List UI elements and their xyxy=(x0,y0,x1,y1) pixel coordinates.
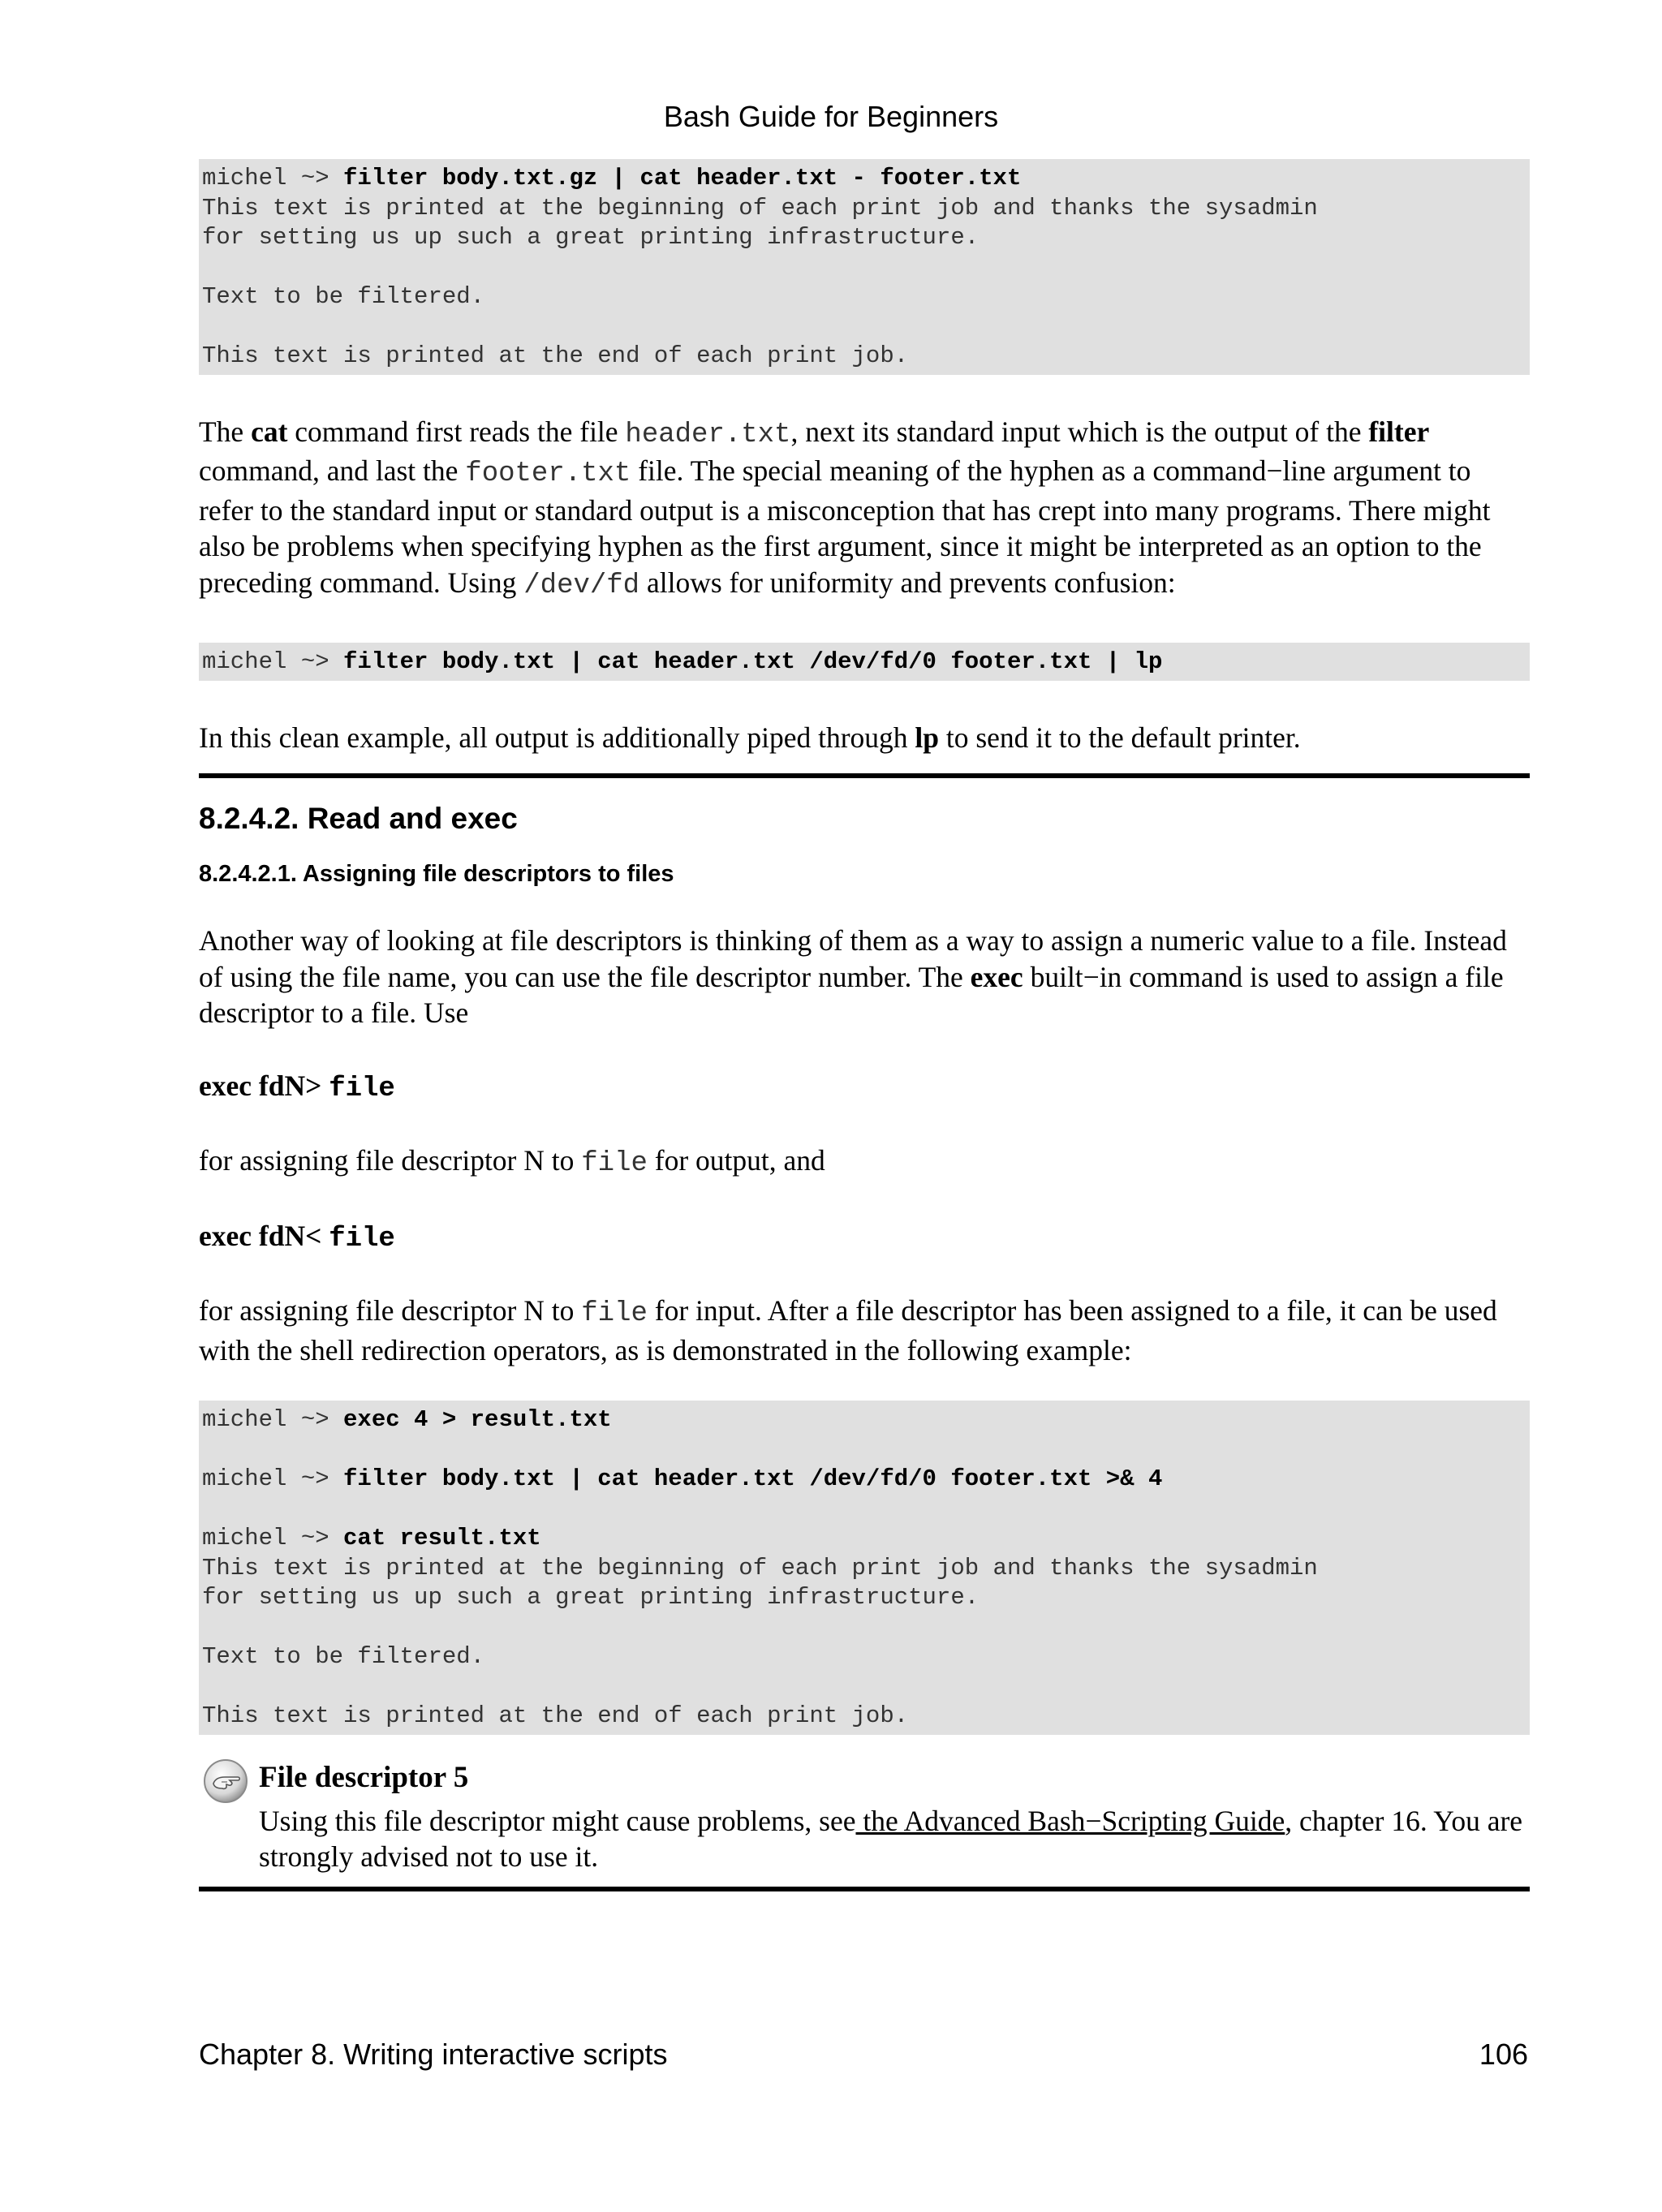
literal-file: file xyxy=(581,1298,648,1329)
note-body: Using this file descriptor might cause problems, see the Advanced Bash−Scripting Guide, chapter 16. You are strongly advised not to use it. xyxy=(259,1804,1523,1873)
literal-file: file xyxy=(581,1147,648,1179)
filename-header: header.txt xyxy=(625,419,791,450)
shell-prompt: michel ~> xyxy=(202,1525,344,1551)
shell-prompt: michel ~> xyxy=(202,1465,344,1492)
footer-chapter: Chapter 8. Writing interactive scripts xyxy=(199,2038,668,2071)
synopsis-exec-output: exec fdN> file xyxy=(199,1069,395,1104)
section-divider xyxy=(199,773,1530,778)
shell-prompt: michel ~> xyxy=(202,165,344,192)
output-line: Text to be filtered. xyxy=(202,1643,485,1670)
output-line: Text to be filtered. xyxy=(202,283,485,310)
output-line: for setting us up such a great printing infrastructure. xyxy=(202,224,980,251)
output-line: This text is printed at the end of each print job. xyxy=(202,1702,909,1729)
note-callout xyxy=(199,1758,1530,1875)
pointing-hand-icon xyxy=(202,1758,249,1805)
filename-devfd: /dev/fd xyxy=(523,570,640,601)
shell-prompt: michel ~> xyxy=(202,1406,344,1433)
command-name-lp: lp xyxy=(915,721,939,754)
output-line: This text is printed at the beginning of each print job and thanks the sysadmin xyxy=(202,194,1318,222)
paragraph-exec-intro: Another way of looking at file descriptors is thinking of them as a way to assign a numeric value to a file. Instead of using the file name, you can use the file descriptor number. The exec built−in command is used to assign a file descriptor to a file. Use xyxy=(199,924,1507,1029)
paragraph-output-assign: for assigning file descriptor N to file for output, and xyxy=(199,1143,825,1179)
shell-command: exec 4 > result.txt xyxy=(343,1406,612,1433)
advanced-bash-guide-link[interactable]: the Advanced Bash−Scripting Guide xyxy=(855,1804,1285,1837)
output-line: This text is printed at the end of each print job. xyxy=(202,342,909,369)
paragraph-cat-explanation: The cat command first reads the file header.txt, next its standard input which is the output of the filter command, and last the footer.txt file. The special meaning of the hyphen as a command−line argument to refer to the standard input or standard output is a misconception that has crept into many programs. There might also be problems when specifying hyphen as the first argument, since it might be interpreted as an option to the preceding command. Using /dev/fd allows for uniformity and prevents confusion: xyxy=(199,415,1491,601)
paragraph-lp: In this clean example, all output is additionally piped through lp to send it to the default printer. xyxy=(199,721,1301,754)
section-heading: 8.2.4.2. Read and exec xyxy=(199,802,518,835)
page-content xyxy=(199,159,1530,1891)
shell-command: filter body.txt | cat header.txt /dev/fd/0 footer.txt >& 4 xyxy=(343,1465,1163,1492)
command-name-filter: filter xyxy=(1368,415,1430,448)
shell-command: filter body.txt.gz | cat header.txt - footer.txt xyxy=(343,165,1022,192)
shell-command: filter body.txt | cat header.txt /dev/fd/0 footer.txt | lp xyxy=(343,648,1163,675)
code-block-devfd xyxy=(199,643,1530,681)
command-name-exec: exec xyxy=(970,960,1023,993)
filename-footer: footer.txt xyxy=(465,458,631,489)
output-line: for setting us up such a great printing infrastructure. xyxy=(202,1584,980,1611)
paragraph-input-assign: for assigning file descriptor N to file for input. After a file descriptor has been assigned to a file, it can be used with the shell redirection operators, as is demonstrated in the following example: xyxy=(199,1294,1497,1366)
code-block-exec-example xyxy=(199,1401,1530,1735)
code-block-filter-gz xyxy=(199,159,1530,375)
shell-command: cat result.txt xyxy=(343,1525,541,1551)
command-name-cat: cat xyxy=(251,415,288,448)
footer-page-number: 106 xyxy=(1479,2038,1528,2071)
shell-prompt: michel ~> xyxy=(202,648,344,675)
subsection-heading: 8.2.4.2.1. Assigning file descriptors to files xyxy=(199,861,674,887)
output-line: This text is printed at the beginning of each print job and thanks the sysadmin xyxy=(202,1554,1318,1582)
page-header-title: Bash Guide for Beginners xyxy=(663,100,999,133)
note-title: File descriptor 5 xyxy=(259,1760,469,1794)
synopsis-exec-input: exec fdN< file xyxy=(199,1220,395,1254)
section-divider-bottom xyxy=(199,1887,1530,1891)
